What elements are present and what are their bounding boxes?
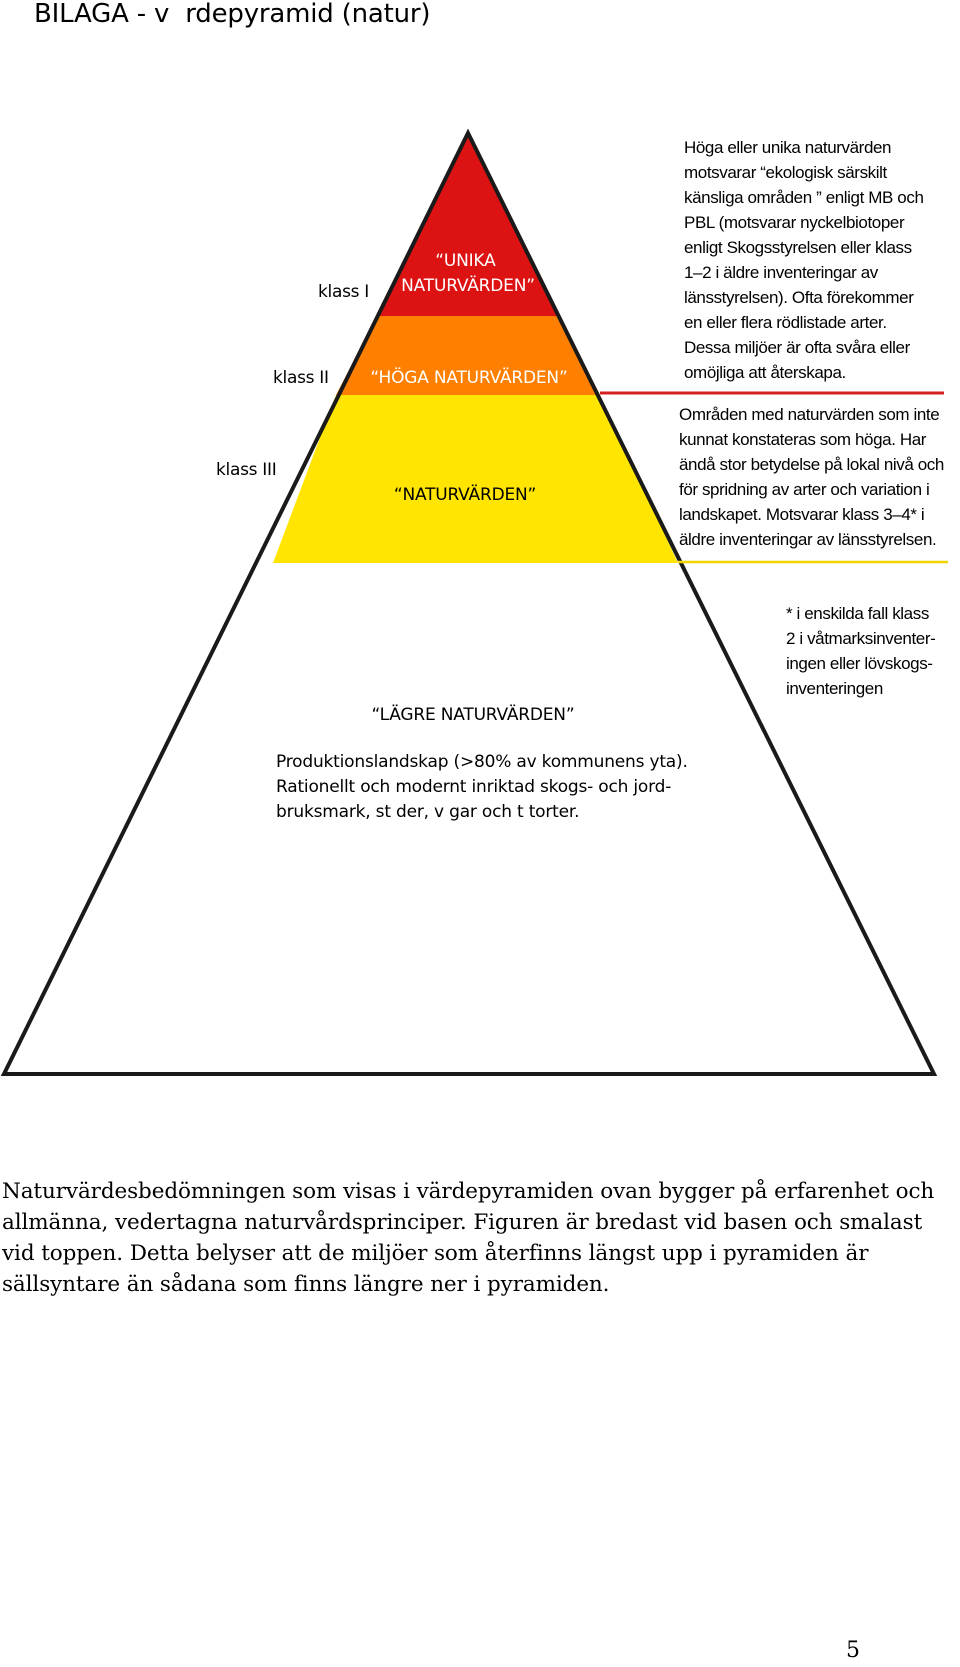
klass-label-3: klass III <box>216 460 277 480</box>
note-high-values: Höga eller unika naturvärden motsvarar “ekologisk särskilt känsliga områden ” enligt MB och PBL (motsvarar nyckelbiotoper enligt Skogsstyrelsen eller klass 1–2 i äldre inventeringar av länsstyrelsen). Ofta förekommer en eller flera rödlistade arter. Dessa miljöer är ofta svåra eller omöjliga att återskapa. <box>684 138 924 382</box>
explanatory-paragraph: Naturvärdesbedömningen som visas i värdepyramiden ovan bygger på erfarenhet och allmänna, vedertagna naturvårdsprinciper. Figuren är bredast vid basen och smalast vid toppen. Detta belyser att de miljöer som återfinns längst upp i pyramiden är sällsyntare än sådana som finns längre ner i pyramiden. <box>2 1179 935 1297</box>
tier-label-lagre: “LÄGRE NATURVÄRDEN” <box>371 705 575 725</box>
base-description: Produktionslandskap (>80% av kommunens yta). Rationellt och modernt inriktad skogs- och jord- bruksmark, st der, v gar och t torter. <box>276 752 688 822</box>
tier-label-unika: “UNIKA NATURVÄRDEN” <box>401 251 535 296</box>
tier-label-naturvarden: “NATURVÄRDEN” <box>393 485 537 505</box>
pyramid-tier-naturvarden <box>273 395 678 563</box>
page-number: 5 <box>846 1638 860 1663</box>
klass-label-1: klass I <box>318 282 370 302</box>
klass-label-2: klass II <box>273 368 329 388</box>
tier-label-hoga: “HÖGA NATURVÄRDEN” <box>370 368 568 388</box>
note-footnote: * i enskilda fall klass 2 i våtmarksinventer- ingen eller lövskogs- inventeringen <box>786 604 936 698</box>
note-medium-values: Områden med naturvärden som inte kunnat konstateras som höga. Har ändå stor betydelse på lokal nivå och för spridning av arter och variation i landskapet. Motsvarar klass 3–4* i äldre inventeringar av länsstyrelsen. <box>679 405 944 549</box>
page-title: BILAGA - v rdepyramid (natur) <box>34 0 431 29</box>
